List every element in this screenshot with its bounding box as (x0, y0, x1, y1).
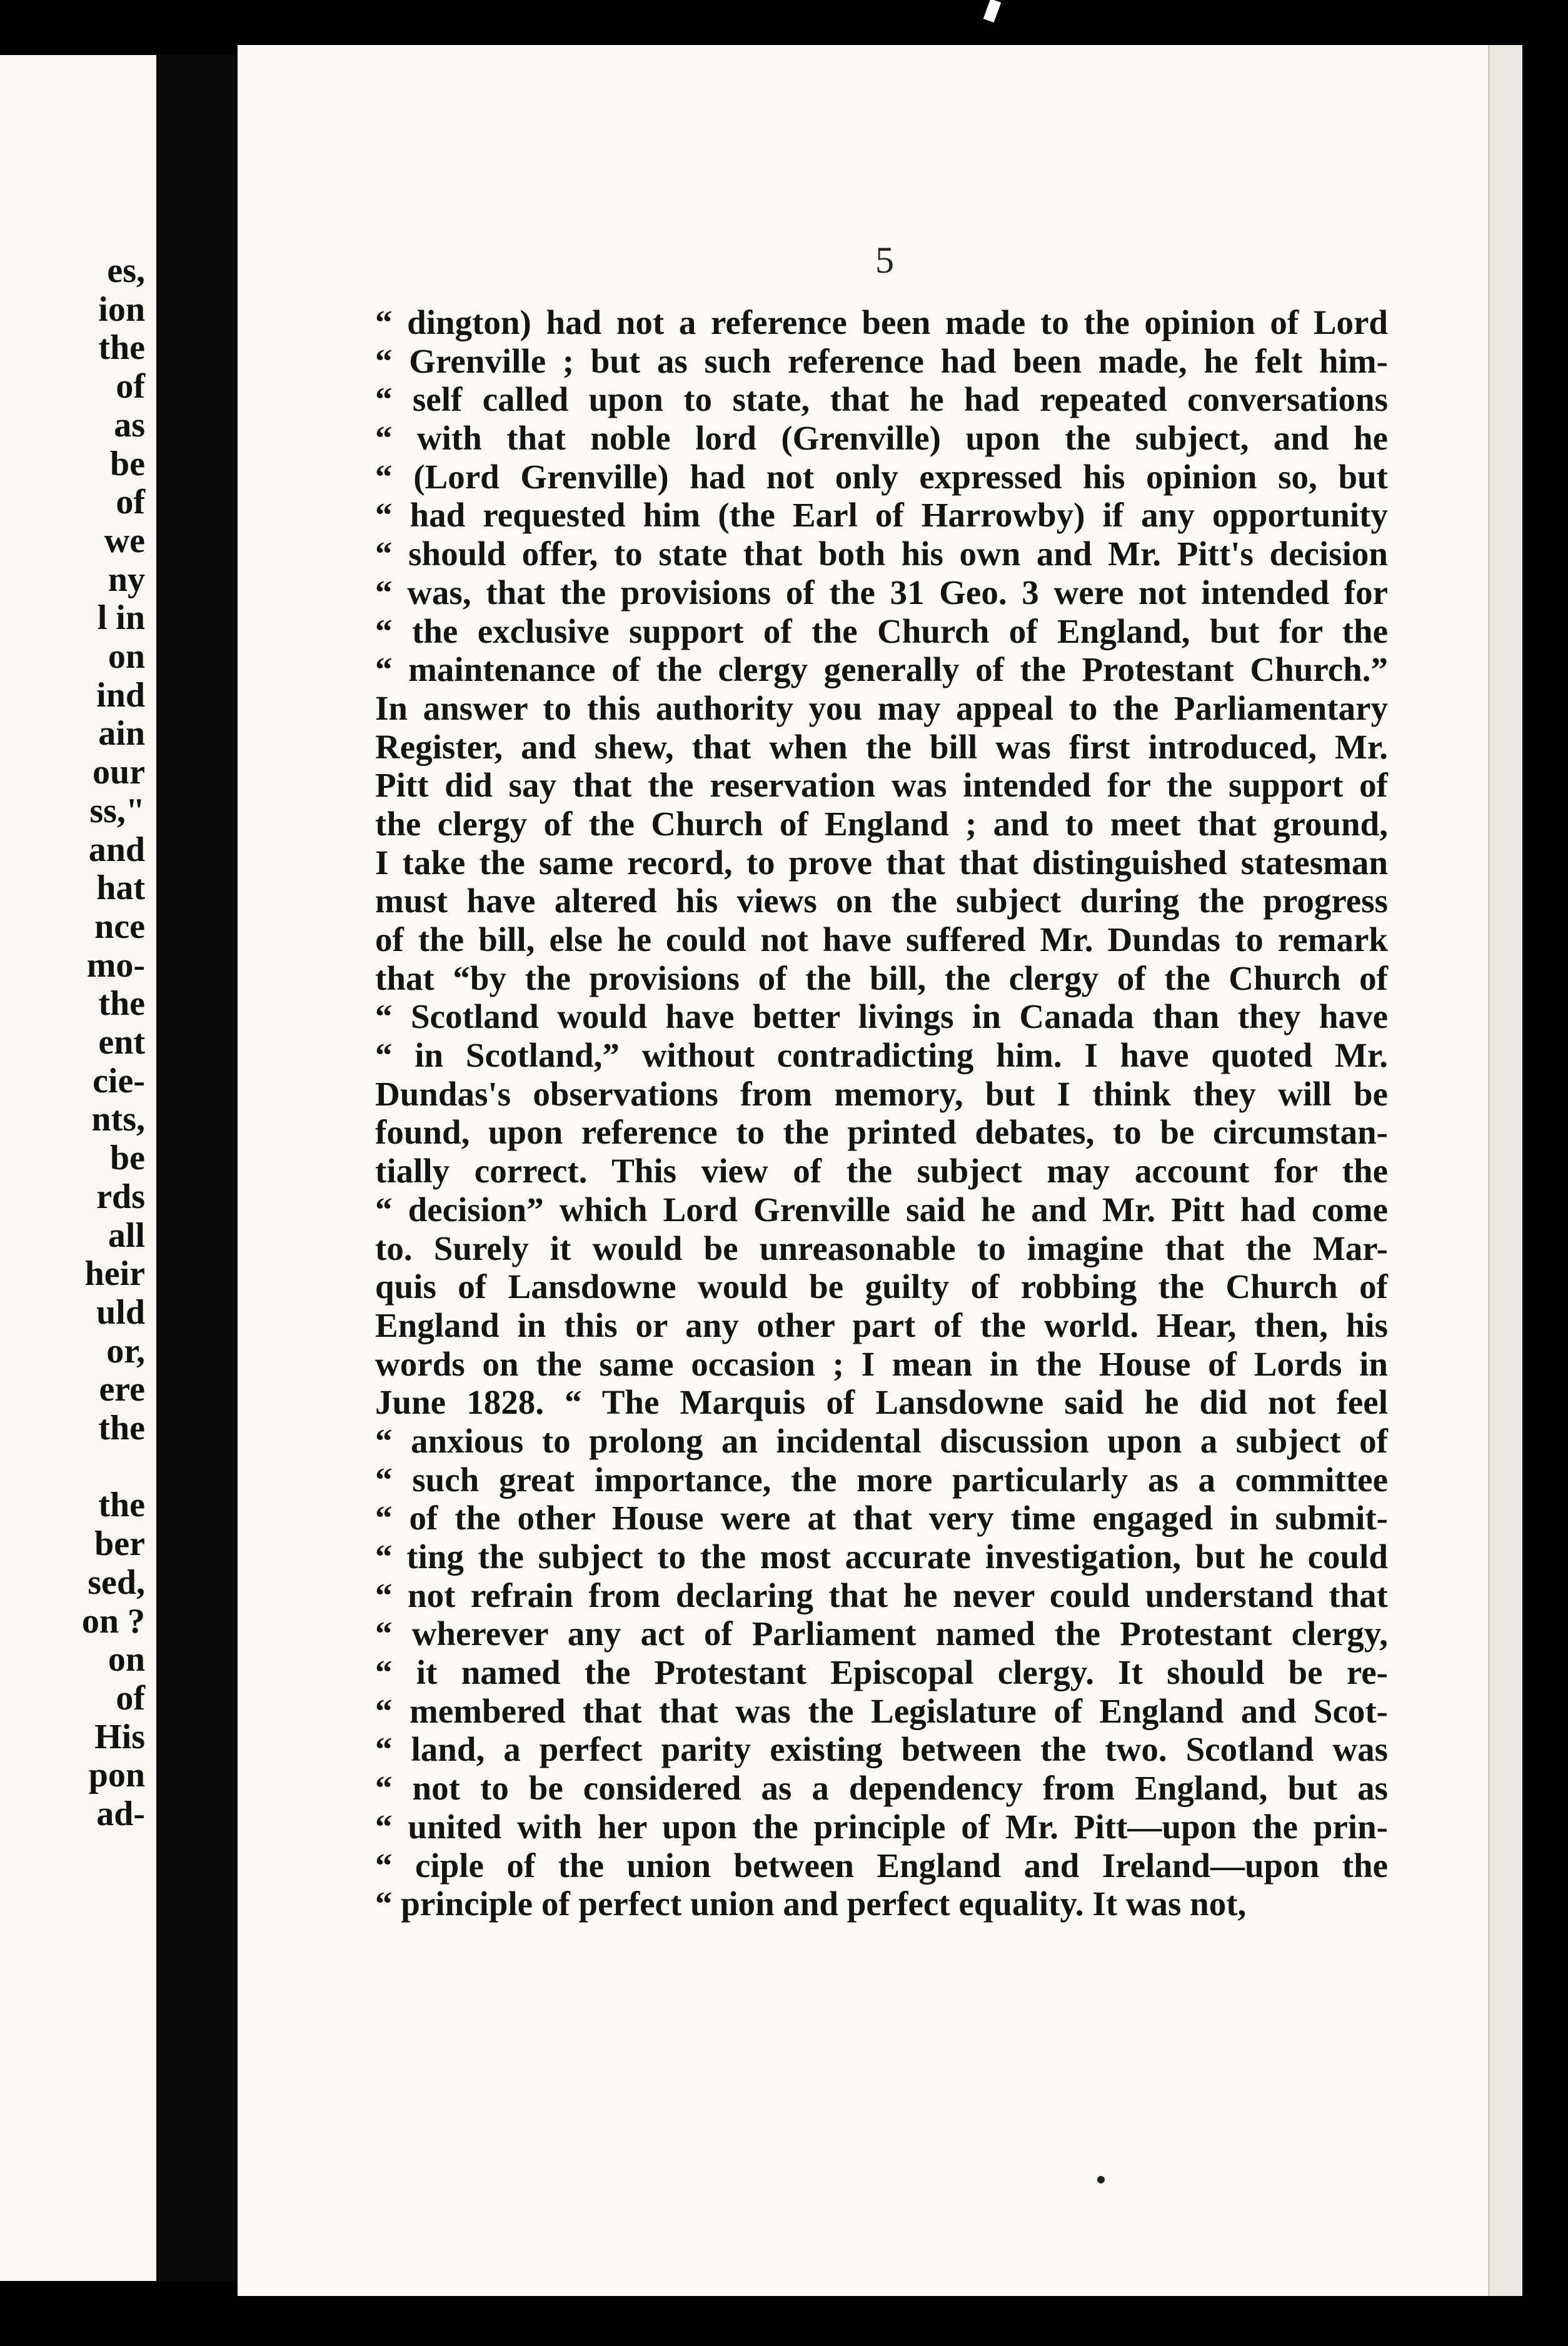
facing-page-line-fragment: ain (98, 714, 145, 753)
facing-page-line-fragment: hat (96, 868, 145, 908)
facing-page-line-fragment: mo- (86, 945, 145, 985)
facing-page-line-fragment: nce (94, 907, 145, 946)
facing-page-line-fragment: the (98, 984, 145, 1024)
text-line: England in this or any other part of the world. Hear, then, his (375, 1306, 1388, 1344)
facing-page-line-fragment: ad- (96, 1795, 145, 1833)
facing-page-line-fragment: cie- (93, 1061, 145, 1100)
facing-page-line-fragment: our (93, 753, 145, 792)
facing-page-line-fragment: nts, (91, 1100, 145, 1139)
text-line: “ Grenville ; but as such reference had been made, he felt him- (375, 341, 1388, 380)
facing-page-line-fragment: of (116, 1678, 145, 1718)
text-line: “ was, that the provisions of the 31 Geo. 3 were not intended for (375, 573, 1388, 612)
facing-page-line-fragment: pon (88, 1756, 145, 1795)
text-line: the clergy of the Church of England ; and to meet that ground, (375, 804, 1388, 843)
text-line: tially correct. This view of the subject may account for the (375, 1152, 1388, 1191)
text-line: that “by the provisions of the bill, the clergy of the Church of (375, 959, 1388, 997)
text-line: In answer to this authority you may appeal to the Parliamentary (375, 688, 1388, 727)
text-line: I take the same record, to prove that that distinguished statesman (375, 843, 1388, 882)
facing-page-line-fragment: ent (98, 1023, 145, 1062)
facing-page-line-fragment: we (104, 521, 145, 560)
text-line: words on the same occasion ; I mean in the House of Lords in (375, 1344, 1388, 1383)
text-line: must have altered his views on the subject during the progress (375, 882, 1388, 920)
text-line: “ of the other House were at that very time engaged in submit- (375, 1499, 1388, 1538)
text-line: “ in Scotland,” without contradicting him. I have quoted Mr. (375, 1036, 1388, 1075)
facing-page-line-fragment: ind (96, 675, 145, 715)
text-line: “ decision” which Lord Grenville said he and Mr. Pitt had come (375, 1190, 1388, 1229)
facing-page-line-fragment: and (88, 830, 145, 869)
facing-page-line-fragment: the (98, 328, 145, 368)
facing-page-line-fragment: uld (96, 1292, 145, 1332)
facing-page-line-fragment: as (114, 405, 145, 445)
text-line: “ ting the subject to the most accurate investigation, but he could (375, 1538, 1388, 1576)
facing-page-line-fragment: on (108, 637, 145, 676)
text-line: “ not refrain from declaring that he never could understand that (375, 1576, 1388, 1614)
facing-page-line-fragment: sed, (88, 1563, 145, 1602)
text-line: “ ciple of the union between England and Ireland—upon the (375, 1846, 1388, 1885)
text-line: Register, and shew, that when the bill was first introduced, Mr. (375, 727, 1388, 766)
text-line: “ such great importance, the more particularly as a committee (375, 1460, 1388, 1499)
facing-page-line-fragment: ss," (89, 791, 145, 830)
text-line: found, upon reference to the printed debates, to be circumstan- (375, 1113, 1388, 1152)
facing-page-line-fragment: es, (107, 251, 145, 290)
facing-page-line-fragment: the (98, 1409, 145, 1447)
text-line: “ Scotland would have better livings in Canada than they have (375, 997, 1388, 1036)
text-line: June 1828. “ The Marquis of Lansdowne said he did not feel (375, 1383, 1388, 1422)
text-line: “ dington) had not a reference been made to the opinion of Lord (375, 303, 1388, 341)
book-gutter (156, 55, 238, 2281)
page-number: 5 (875, 239, 894, 281)
corner-mark (983, 0, 1002, 23)
facing-page-fragment (0, 55, 156, 2281)
facing-page-line-fragment: or, (106, 1331, 145, 1371)
text-line: “ (Lord Grenville) had not only expressed his opinion so, but (375, 457, 1388, 496)
facing-page-line-fragment: on (108, 1640, 145, 1679)
body-text (375, 303, 1388, 1923)
facing-page-line-fragment: the (98, 1486, 145, 1525)
facing-page-line-fragment: of (116, 367, 145, 406)
text-line: Dundas's observations from memory, but I think they will be (375, 1074, 1388, 1113)
text-line: of the bill, else he could not have suffered Mr. Dundas to remark (375, 920, 1388, 959)
text-line: “ maintenance of the clergy generally of the Protestant Church.” (375, 650, 1388, 689)
text-line: “ with that noble lord (Grenville) upon the subject, and he (375, 419, 1388, 458)
facing-page-line-fragment: rds (96, 1177, 145, 1216)
facing-page-line-fragment: heir (84, 1254, 145, 1294)
facing-page-line-fragment: on ? (81, 1601, 145, 1641)
page-edge (1488, 45, 1522, 2296)
text-line: “ membered that that was the Legislature of England and Scot- (375, 1691, 1388, 1730)
facing-page-line-fragment: be (110, 1139, 145, 1178)
facing-page-line-fragment: of (116, 483, 145, 522)
text-line: to. Surely it would be unreasonable to imagine that the Mar- (375, 1229, 1388, 1267)
facing-page-line-fragment: ber (94, 1524, 145, 1564)
facing-page-line-fragment: be (110, 444, 145, 483)
text-line: “ self called upon to state, that he had repeated conversations (375, 380, 1388, 419)
text-line: “ should offer, to state that both his own and Mr. Pitt's decision (375, 535, 1388, 573)
text-line: quis of Lansdowne would be guilty of robbing the Church of (375, 1267, 1388, 1306)
text-line: “ it named the Protestant Episcopal clergy. It should be re- (375, 1653, 1388, 1692)
text-line: “ wherever any act of Parliament named the Protestant clergy, (375, 1614, 1388, 1653)
facing-page-line-fragment: l in (97, 598, 145, 638)
facing-page-line-fragment: ere (99, 1370, 145, 1409)
text-line: “ anxious to prolong an incidental discussion upon a subject of (375, 1421, 1388, 1460)
text-line: “ land, a perfect parity existing between the two. Scotland was (375, 1730, 1388, 1769)
text-line: “ principle of perfect union and perfect equality. It was not, (375, 1885, 1247, 1923)
text-line: “ the exclusive support of the Church of England, but for the (375, 612, 1388, 650)
text-line: “ not to be considered as a dependency from England, but as (375, 1769, 1388, 1808)
facing-page-line-fragment: all (108, 1216, 145, 1255)
text-line: Pitt did say that the reservation was intended for the support of (375, 766, 1388, 805)
text-line: “ had requested him (the Earl of Harrowby) if any opportunity (375, 496, 1388, 535)
text-line: “ united with her upon the principle of Mr. Pitt—upon the prin- (375, 1807, 1388, 1846)
facing-page-line-fragment: ion (98, 289, 145, 329)
facing-page-line-fragment: ny (108, 560, 145, 599)
facing-page-line-fragment: His (94, 1717, 145, 1756)
ink-dot-mark (1097, 2176, 1105, 2183)
